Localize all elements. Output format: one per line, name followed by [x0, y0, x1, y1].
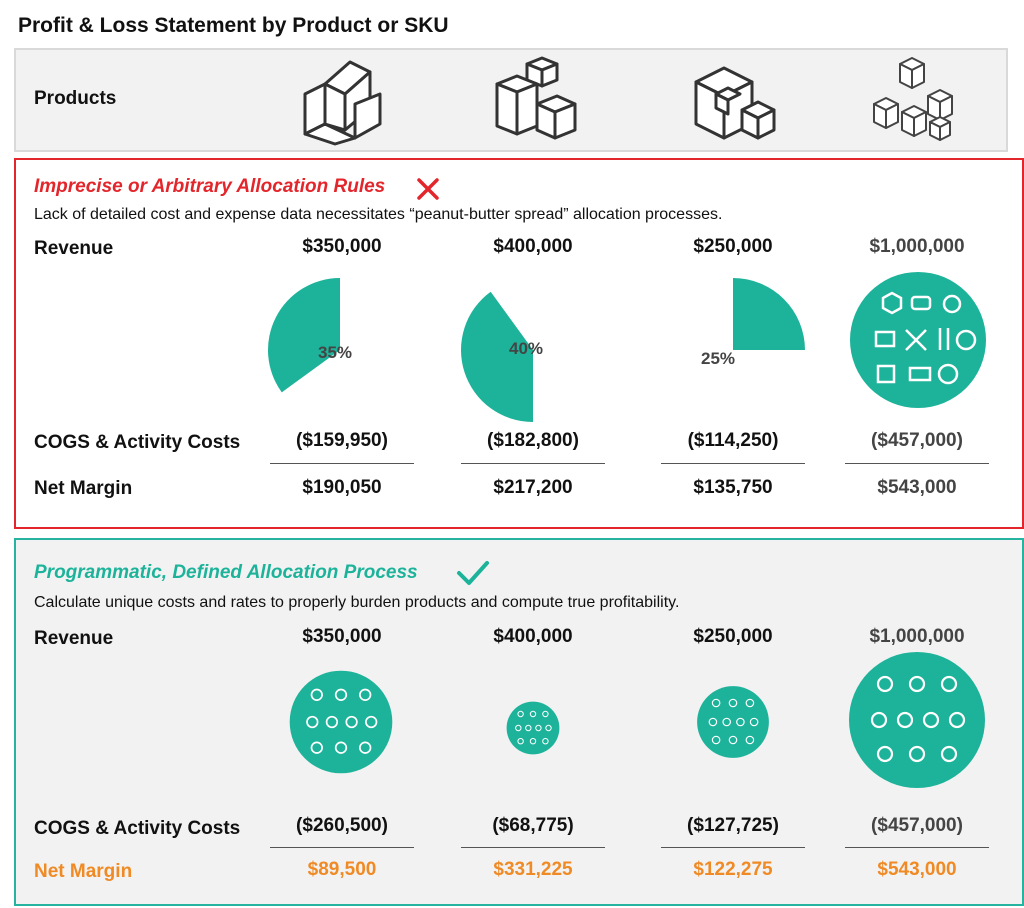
pie-label-3: 25%: [701, 349, 736, 368]
b-revenue-4: $1,000,000: [869, 626, 965, 647]
a-net-3: $135,750: [693, 477, 773, 498]
a-revenue-4: $1,000,000: [869, 236, 965, 257]
products-label: Products: [34, 88, 117, 109]
divider: [270, 847, 414, 848]
divider: [661, 847, 805, 848]
divider: [845, 847, 989, 848]
section-a-cogs-label: COGS & Activity Costs: [34, 432, 241, 453]
section-a-revenue-label: Revenue: [34, 238, 114, 259]
b-cogs-1: ($260,500): [296, 815, 388, 836]
b-net-2: $331,225: [493, 859, 573, 880]
b-cogs-2: ($68,775): [492, 815, 574, 836]
pie-label-1: 35%: [318, 343, 353, 362]
a-revenue-1: $350,000: [302, 236, 382, 257]
b-revenue-3: $250,000: [693, 626, 773, 647]
b-cogs-3: ($127,725): [687, 815, 779, 836]
section-b-heading: Programmatic, Defined Allocation Process: [34, 562, 418, 583]
a-cogs-2: ($182,800): [487, 430, 579, 451]
a-revenue-3: $250,000: [693, 236, 773, 257]
section-a-net-label: Net Margin: [34, 478, 133, 499]
b-revenue-1: $350,000: [302, 626, 382, 647]
a-cogs-1: ($159,950): [296, 430, 388, 451]
b-net-3: $122,275: [693, 859, 773, 880]
section-b-revenue-label: Revenue: [34, 628, 114, 649]
a-revenue-2: $400,000: [493, 236, 573, 257]
b-revenue-2: $400,000: [493, 626, 573, 647]
b-cogs-4: ($457,000): [871, 815, 963, 836]
a-cogs-4: ($457,000): [871, 430, 963, 451]
a-net-4: $543,000: [877, 477, 957, 498]
section-a-heading: Imprecise or Arbitrary Allocation Rules: [34, 176, 386, 197]
a-cogs-3: ($114,250): [687, 430, 779, 451]
pie-label-2: 40%: [509, 339, 544, 358]
divider: [461, 847, 605, 848]
b-net-4: $543,000: [877, 859, 957, 880]
page-title: Profit & Loss Statement by Product or SKU: [18, 14, 449, 37]
section-b-cogs-label: COGS & Activity Costs: [34, 818, 241, 839]
section-a-description: Lack of detailed cost and expense data necessitates “peanut-butter spread” allocation processes.: [34, 206, 723, 223]
a-net-1: $190,050: [302, 477, 382, 498]
section-b-net-label: Net Margin: [34, 861, 133, 882]
section-b-description: Calculate unique costs and rates to properly burden products and compute true profitability.: [34, 594, 680, 611]
a-net-2: $217,200: [493, 477, 573, 498]
b-net-1: $89,500: [307, 859, 377, 880]
